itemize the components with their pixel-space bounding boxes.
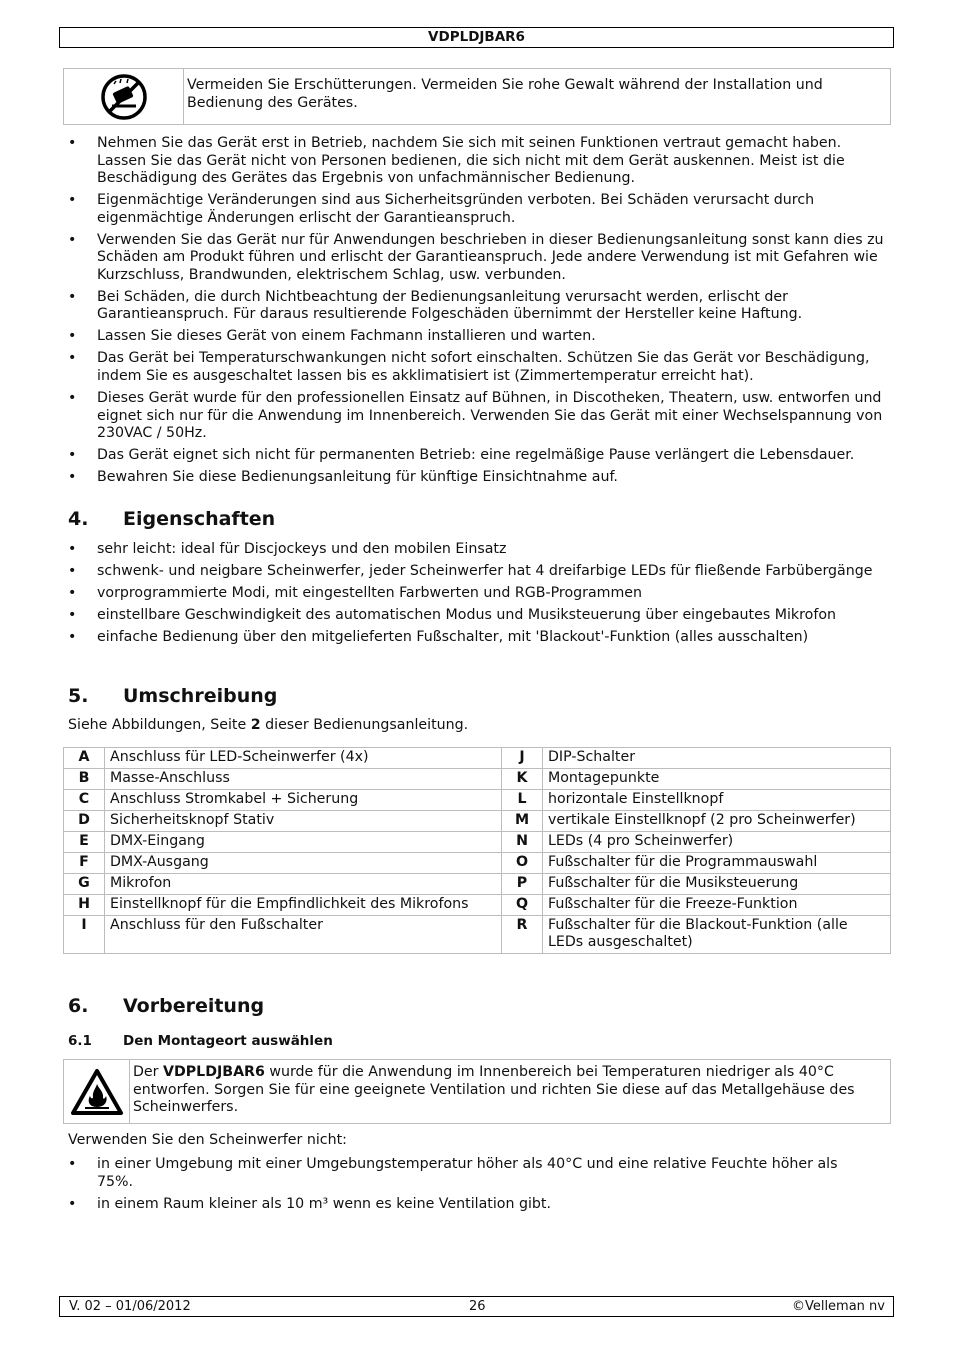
part-letter-cell: R (502, 916, 543, 954)
part-description-cell: Anschluss Stromkabel + Sicherung (105, 790, 502, 811)
part-letter-cell: G (64, 874, 105, 895)
section-title: Umschreibung (123, 685, 278, 707)
part-letter-cell: N (502, 832, 543, 853)
footer-page-number: 26 (469, 1299, 486, 1314)
list-item: • schwenk- und neigbare Scheinwerfer, jeder Scheinwerfer hat 4 dreifarbige LEDs für fließende Farbübergänge (68, 563, 888, 581)
footer-version: V. 02 – 01/06/2012 (69, 1299, 191, 1314)
vibration-warning-text: Vermeiden Sie Erschütterungen. Vermeiden Sie rohe Gewalt während der Installation und Bedienung des Gerätes. (187, 77, 823, 111)
section-heading-umschreibung (68, 685, 277, 707)
part-letter-cell: M (502, 811, 543, 832)
list-item: • Verwenden Sie das Gerät nur für Anwendungen beschrieben in dieser Bedienungsanleitung sonst kann dies zu Schäden am Produkt führen und erlischt der Garantieanspruch. Jede andere Verwendung ist mit Gefahren wie Kurzschluss, Brandwunden, elektrischem Schlag, usw. verbunden. (68, 232, 888, 285)
part-description-cell: Masse-Anschluss (105, 769, 502, 790)
part-description-cell: LEDs (4 pro Scheinwerfer) (543, 832, 891, 853)
list-item: • in einem Raum kleiner als 10 m³ wenn es keine Ventilation gibt. (68, 1196, 858, 1214)
list-item: • einfache Bedienung über den mitgelieferten Fußschalter, mit 'Blackout'-Funktion (alles ausschalten) (68, 629, 888, 647)
safety-list (68, 135, 888, 491)
part-description-cell: DIP-Schalter (543, 748, 891, 769)
part-description-cell: Mikrofon (105, 874, 502, 895)
part-description-cell: Fußschalter für die Freeze-Funktion (543, 895, 891, 916)
section-number: 4. (68, 508, 89, 530)
part-description-cell: Anschluss für LED-Scheinwerfer (4x) (105, 748, 502, 769)
section-title: Vorbereitung (123, 995, 265, 1017)
list-item: • einstellbare Geschwindigkeit des automatischen Modus und Musiksteuerung über eingebautes Mikrofon (68, 607, 888, 625)
part-description-cell: DMX-Eingang (105, 832, 502, 853)
list-item: • Bei Schäden, die durch Nichtbeachtung der Bedienungsanleitung verursacht werden, erlischt der Garantieanspruch. Für daraus resultierende Folgeschäden übernimmt der Hersteller keine Haftung. (68, 289, 888, 324)
part-description-cell: Fußschalter für die Programmauswahl (543, 853, 891, 874)
list-item: • Das Gerät eignet sich nicht für permanenten Betrieb: eine regelmäßige Pause verlängert die Lebensdauer. (68, 447, 888, 465)
flammable-warning-icon (64, 1060, 130, 1123)
list-item: • Eigenmächtige Veränderungen sind aus Sicherheitsgründen verboten. Bei Schäden verursacht durch eigenmächtige Änderungen erlischt der Garantieanspruch. (68, 192, 888, 227)
part-letter-cell: I (64, 916, 105, 954)
part-description-cell: Einstellknopf für die Empfindlichkeit des Mikrofons (105, 895, 502, 916)
temperature-warning-box (63, 1059, 891, 1124)
table-row (64, 853, 891, 874)
part-letter-cell: K (502, 769, 543, 790)
part-letter-cell: P (502, 874, 543, 895)
section-title: Eigenschaften (123, 508, 276, 530)
list-item: • vorprogrammierte Modi, mit eingestellten Farbwerten und RGB-Programmen (68, 585, 888, 603)
list-item: • in einer Umgebung mit einer Umgebungstemperatur höher als 40°C und eine relative Feuchte höher als 75%. (68, 1156, 858, 1191)
page-header: VDPLDJBAR6 (59, 27, 894, 48)
part-letter-cell: E (64, 832, 105, 853)
page-footer (59, 1296, 894, 1317)
features-list (68, 541, 888, 651)
table-row (64, 874, 891, 895)
subsection-number: 6.1 (68, 1033, 92, 1049)
part-letter-cell: D (64, 811, 105, 832)
section-heading-eigenschaften (68, 508, 275, 530)
section-number: 5. (68, 685, 89, 707)
list-item: • sehr leicht: ideal für Discjockeys und den mobilen Einsatz (68, 541, 888, 559)
part-letter-cell: H (64, 895, 105, 916)
table-row (64, 916, 891, 954)
section-heading-vorbereitung (68, 995, 264, 1017)
part-description-cell: vertikale Einstellknopf (2 pro Scheinwerfer) (543, 811, 891, 832)
part-description-cell: Anschluss für den Fußschalter (105, 916, 502, 954)
part-description-cell: horizontale Einstellknopf (543, 790, 891, 811)
list-item: • Nehmen Sie das Gerät erst in Betrieb, nachdem Sie sich mit seinen Funktionen vertraut gemacht haben. Lassen Sie das Gerät nicht von Personen bedienen, die sich nicht mit dem Gerät auskennen. Meist ist die Beschädigung des Gerätes das Ergebnis von unfachmännischer Bedienung. (68, 135, 888, 188)
part-description-cell: DMX-Ausgang (105, 853, 502, 874)
table-row (64, 811, 891, 832)
subsection-heading (68, 1033, 333, 1050)
table-row (64, 832, 891, 853)
no-vibration-icon (64, 69, 184, 124)
part-description-cell: Fußschalter für die Musiksteuerung (543, 874, 891, 895)
list-item: • Lassen Sie dieses Gerät von einem Fachmann installieren und warten. (68, 328, 888, 346)
part-description-cell: Fußschalter für die Blackout-Funktion (alle LEDs ausgeschaltet) (543, 916, 891, 954)
part-letter-cell: A (64, 748, 105, 769)
temperature-warning-text: Der VDPLDJBAR6 wurde für die Anwendung im Innenbereich bei Temperaturen niedriger als 40°C entworfen. Sorgen Sie für eine geeignete Ventilation und richten Sie diese auf das Metallgehäuse des Scheinwerfers. (133, 1064, 855, 1115)
part-letter-cell: F (64, 853, 105, 874)
subsection-title: Den Montageort auswählen (123, 1033, 333, 1049)
part-letter-cell: Q (502, 895, 543, 916)
footer-copyright: ©Velleman nv (791, 1299, 885, 1314)
description-intro: Siehe Abbildungen, Seite 2 dieser Bedienungsanleitung. (68, 717, 469, 733)
part-letter-cell: J (502, 748, 543, 769)
section-number: 6. (68, 995, 89, 1017)
table-row (64, 790, 891, 811)
parts-table (63, 747, 891, 954)
vibration-warning-box (63, 68, 891, 125)
part-letter-cell: O (502, 853, 543, 874)
table-row (64, 769, 891, 790)
part-letter-cell: C (64, 790, 105, 811)
list-item: • Das Gerät bei Temperaturschwankungen nicht sofort einschalten. Schützen Sie das Gerät vor Beschädigung, indem Sie es ausgeschaltet lassen bis es akklimatisiert ist (Zimmertemperatur erreicht hat). (68, 350, 888, 385)
not-use-list (68, 1156, 858, 1218)
list-item: • Bewahren Sie diese Bedienungsanleitung für künftige Einsichtnahme auf. (68, 469, 888, 487)
part-letter-cell: L (502, 790, 543, 811)
table-row (64, 895, 891, 916)
part-description-cell: Sicherheitsknopf Stativ (105, 811, 502, 832)
list-item: • Dieses Gerät wurde für den professionellen Einsatz auf Bühnen, in Discotheken, Theatern, usw. entworfen und eignet sich nur für die Anwendung im Innenbereich. Verwenden Sie das Gerät mit einer Wechselspannung von 230VAC / 50Hz. (68, 390, 888, 443)
table-row (64, 748, 891, 769)
part-description-cell: Montagepunkte (543, 769, 891, 790)
part-letter-cell: B (64, 769, 105, 790)
not-use-intro: Verwenden Sie den Scheinwerfer nicht: (68, 1132, 347, 1148)
